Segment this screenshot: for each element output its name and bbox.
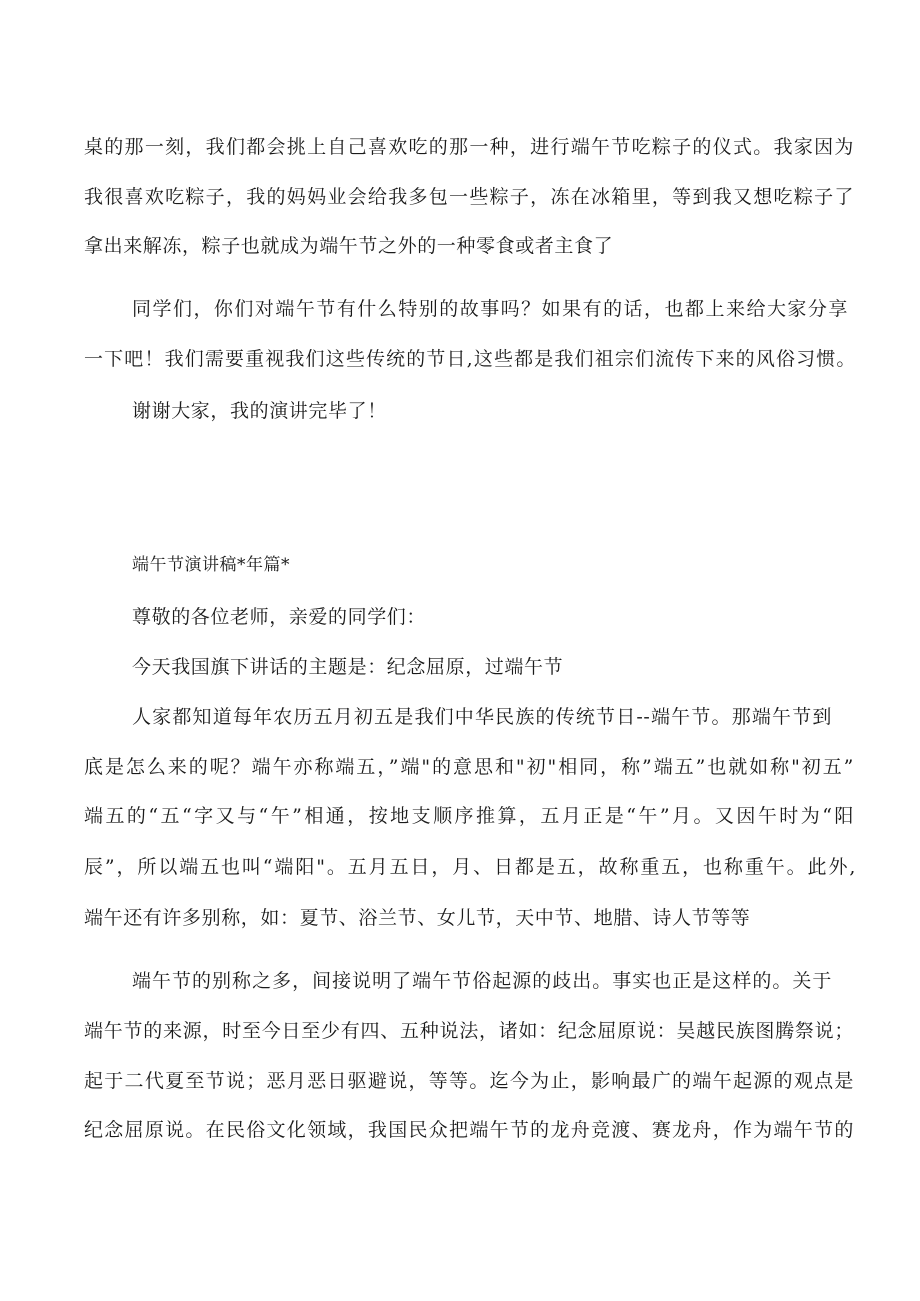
paragraph-line: 拿出来解冻，粽子也就成为端午节之外的一种零食或者主食了	[84, 235, 614, 257]
paragraph-line: 端午还有许多别称，如：夏节、浴兰节、女儿节，天中节、地腊、诗人节等等	[84, 907, 751, 929]
paragraph-line: 底是怎么来的呢？端午亦称端五，”端"的意思和"初"相同，称”端五”也就如称"初五”	[84, 756, 854, 778]
section-heading: 端午节演讲稿*年篇*	[132, 555, 290, 575]
paragraph-line: 同学们，你们对端午节有什么特别的故事吗？如果有的话，也都上来给大家分享	[132, 298, 848, 320]
paragraph-line: 一下吧！我们需要重视我们这些传统的节日,这些都是我们祖宗们流传下来的风俗习惯。	[84, 348, 856, 370]
paragraph-line: 起于二代夏至节说；恶月恶日驱避说，等等。迄今为止，影响最广的端午起源的观点是	[84, 1070, 854, 1092]
paragraph-line: 谢谢大家，我的演讲完毕了！	[132, 400, 387, 422]
paragraph-line: 端午节的别称之多，间接说明了端午节俗起源的歧出。事实也正是这样的。关于	[132, 970, 832, 992]
paragraph-line: 人家都知道每年农历五月初五是我们中华民族的传统节日--端午节。那端午节到	[132, 706, 832, 728]
paragraph-line: 桌的那一刻，我们都会挑上自己喜欢吃的那一种，进行端午节吃粽子的仪式。我家因为	[84, 136, 854, 158]
paragraph-line: 今天我国旗下讲话的主题是：纪念屈原，过端午节	[132, 656, 564, 678]
paragraph-line: 端午节的来源，时至今日至少有四、五种说法，诸如：纪念屈原说：吴越民族图腾祭说；	[84, 1020, 854, 1042]
paragraph-line: 端五的“五“字又与“午”相通，按地支顺序推算，五月正是“午”月。又因午时为“阳	[84, 805, 854, 827]
salutation: 尊敬的各位老师，亲爱的同学们：	[132, 606, 427, 628]
paragraph-line: 辰”，所以端五也叫“端阳"。五月五日，月、日都是五，故称重五，也称重午。此外,	[84, 856, 856, 878]
paragraph-line: 我很喜欢吃粽子，我的妈妈业会给我多包一些粽子，冻在冰箱里，等到我又想吃粽子了	[84, 186, 854, 208]
paragraph-line: 纪念屈原说。在民俗文化领域，我国民众把端午节的龙舟竞渡、赛龙舟，作为端午节的	[84, 1119, 854, 1141]
